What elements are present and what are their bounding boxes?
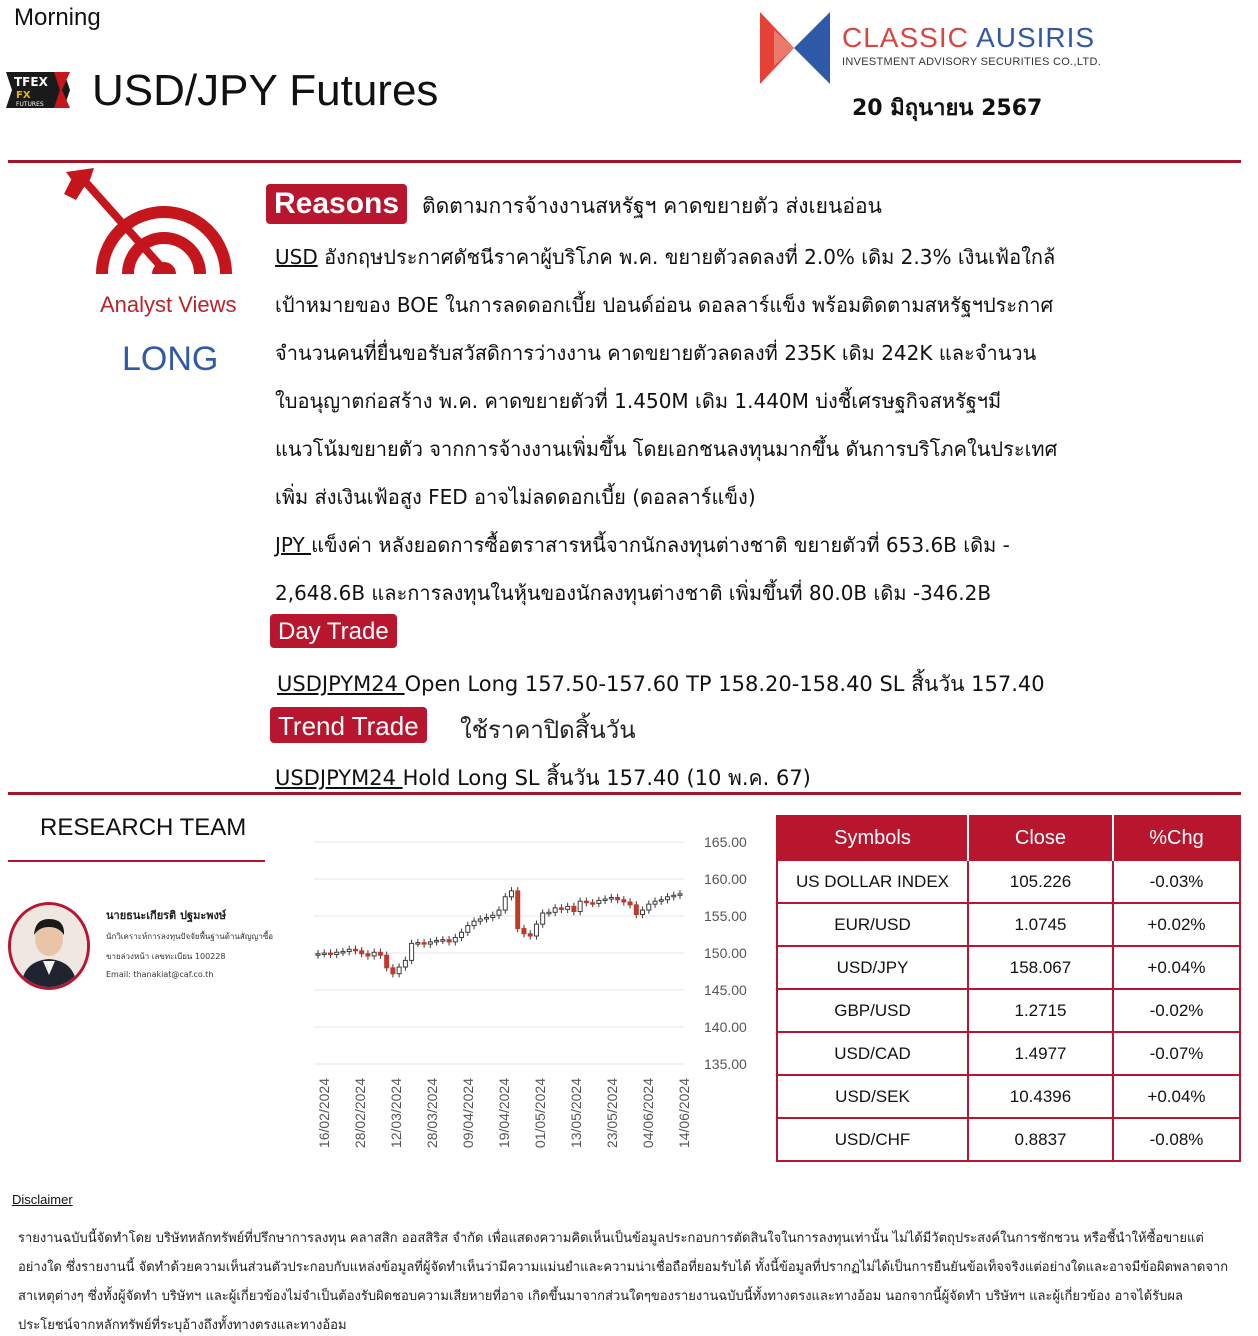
candle-body bbox=[641, 910, 645, 914]
change-cell: +0.04% bbox=[1113, 1075, 1240, 1118]
analyst-role: นักวิเคราะห์การลงทุนปัจจัยพื้นฐานด้านสัญญาซื้อ bbox=[106, 932, 274, 941]
jpy-line: 2,648.6B และการลงทุนในหุ้นของนักลงทุนต่างชาติ เพิ่มขึ้นที่ 80.0B เดิม -346.2B bbox=[275, 581, 992, 605]
divider bbox=[8, 160, 1241, 163]
x-tick-label: 01/05/2024 bbox=[532, 1078, 548, 1149]
x-tick-label: 28/02/2024 bbox=[352, 1078, 368, 1149]
candle-body bbox=[353, 949, 357, 951]
candle-body bbox=[653, 901, 657, 904]
svg-text:FX: FX bbox=[16, 90, 31, 101]
candle-body bbox=[622, 900, 626, 902]
candle-body bbox=[453, 937, 457, 941]
page-title: USD/JPY Futures bbox=[92, 66, 439, 115]
candle-body bbox=[485, 917, 489, 919]
usd-line: เพิ่ม ส่งเงินเฟ้อสูง FED อาจไม่ลดดอกเบี้ย (ดอลลาร์แข็ง) bbox=[275, 485, 756, 509]
candle-body bbox=[672, 895, 676, 897]
candle-body bbox=[497, 910, 501, 915]
disclaimer-title: Disclaimer bbox=[12, 1192, 73, 1207]
candle-body bbox=[566, 906, 570, 909]
candle-body bbox=[316, 954, 320, 956]
divider bbox=[8, 860, 265, 862]
candle-body bbox=[447, 940, 451, 942]
candle-body bbox=[516, 891, 520, 929]
candle-body bbox=[366, 954, 370, 956]
candle-body bbox=[666, 897, 670, 900]
y-tick-label: 160.00 bbox=[704, 871, 747, 887]
x-tick-label: 09/04/2024 bbox=[460, 1078, 476, 1149]
day-trade-line: USDJPYM24 Open Long 157.50-157.60 TP 158.20-158.40 SL สิ้นวัน 157.40 bbox=[277, 672, 1045, 696]
candle-body bbox=[528, 934, 532, 936]
symbol-cell: GBP/USD bbox=[777, 989, 968, 1032]
day-trade-tag: Day Trade bbox=[270, 614, 397, 648]
candle-body bbox=[647, 904, 651, 910]
candle-body bbox=[472, 921, 476, 925]
candle-body bbox=[578, 901, 582, 911]
candle-body bbox=[410, 943, 414, 960]
analyst-views-label: Analyst Views bbox=[100, 292, 237, 317]
research-team-title: RESEARCH TEAM bbox=[40, 814, 247, 841]
close-cell: 1.4977 bbox=[968, 1032, 1113, 1075]
symbol-cell: USD/JPY bbox=[777, 946, 968, 989]
jpy-line: JPY แข็งค่า หลังยอดการซื้อตราสารหนี้จากนักลงทุนต่างชาติ ขยายตัวที่ 653.6B เดิม - bbox=[275, 533, 1010, 557]
x-tick-label: 13/05/2024 bbox=[568, 1078, 584, 1149]
usd-line: USD อังกฤษประกาศดัชนีราคาผู้บริโภค พ.ค. ขยายตัวลดลงที่ 2.0% เดิม 2.3% เงินเฟ้อใกล้ bbox=[275, 245, 1056, 269]
disclaimer-text: รายงานฉบับนี้จัดทำโดย บริษัทหลักทรัพย์ที่ปรึกษาการลงทุน คลาสสิก ออสสิริส จำกัด เพื่อแสดงความคิดเห็นเป็นข้อมูลประกอบการตัดสินใจในการลงทุนเท่านั้น ไม่ได้มีวัตถุประสงค์ในการชักชวน หรือชี้นำให้ซื้อขายแต่อย่างใด ซึ่งรายงานนี้ จัดทำด้วยความเห็นส่วนตัวประกอบกับแหล่งข้อมูลที่ผู้จัดทำเห็นว่ามีความแม่นยำและความน่าเชื่อถือที่ยอมรับได้ ทั้งนี้ข้อมูลที่ปรากฏไม่ได้เป็นการยืนยันข้อเท็จจริงแต่อย่างใดและอาจมีข้อผิดพลาดจากสาเหตุต่างๆ ซึ่งทั้งผู้จัดทำ บริษัทฯ และผู้เกี่ยวข้องไม่จำเป็นต้องรับผิดชอบความเสียหายที่อาจ เกิดขึ้นมาจากส่วนใดๆของรายงานฉบับนี้ทั้งทางตรงและทางอ้อม นอกจากนี้ผู้จัดทำ บริษัทฯ และผู้เกี่ยวข้อง อาจได้รับผลประโยชน์จากหลักทรัพย์ที่ระบุอ้างถึงทั้งทางตรงและทางอ้อม bbox=[18, 1231, 1229, 1333]
y-tick-label: 165.00 bbox=[704, 834, 747, 850]
symbol-cell: US DOLLAR INDEX bbox=[777, 860, 968, 903]
trend-trade-symbol: USDJPYM24 bbox=[275, 766, 403, 790]
reasons-headline: ติดตามการจ้างงานสหรัฐฯ คาดขยายตัว ส่งเยนอ่อน bbox=[422, 194, 882, 218]
candle-body bbox=[634, 905, 638, 915]
symbol-cell: USD/CHF bbox=[777, 1118, 968, 1161]
analyst-name: นายธนะเกียรติ ปฐมะพงษ์ bbox=[106, 909, 227, 922]
reasons-tag: Reasons bbox=[266, 184, 407, 224]
close-cell: 1.2715 bbox=[968, 989, 1113, 1032]
close-cell: 0.8837 bbox=[968, 1118, 1113, 1161]
column-header: Close bbox=[968, 816, 1113, 860]
x-tick-label: 16/02/2024 bbox=[316, 1078, 332, 1149]
x-tick-label: 23/05/2024 bbox=[604, 1078, 620, 1149]
usd-line: เป้าหมายของ BOE ในการลดดอกเบี้ย ปอนด์อ่อน ดอลลาร์แข็ง พร้อมติดตามสหรัฐฯประกาศ bbox=[275, 293, 1054, 317]
x-tick-label: 04/06/2024 bbox=[640, 1078, 656, 1149]
candle-body bbox=[403, 960, 407, 967]
candle-body bbox=[385, 955, 389, 968]
trend-trade-tag: Trend Trade bbox=[270, 707, 427, 743]
change-cell: -0.03% bbox=[1113, 860, 1240, 903]
table-row bbox=[777, 1075, 1240, 1118]
svg-text:FUTURES: FUTURES bbox=[16, 101, 44, 108]
analyst-avatar bbox=[8, 902, 90, 990]
trend-trade-note: ใช้ราคาปิดสิ้นวัน bbox=[460, 716, 636, 744]
session-label: Morning bbox=[14, 4, 101, 31]
day-trade-symbol: USDJPYM24 bbox=[277, 672, 405, 696]
candle-body bbox=[584, 901, 588, 903]
candle-body bbox=[422, 943, 426, 945]
table-row bbox=[777, 1032, 1240, 1075]
column-header: Symbols bbox=[777, 816, 968, 860]
close-cell: 10.4396 bbox=[968, 1075, 1113, 1118]
candle-body bbox=[547, 912, 551, 914]
close-cell: 105.226 bbox=[968, 860, 1113, 903]
candle-body bbox=[341, 952, 345, 954]
table-row bbox=[777, 989, 1240, 1032]
change-cell: -0.08% bbox=[1113, 1118, 1240, 1161]
candle-body bbox=[603, 899, 607, 901]
jpy-label: JPY bbox=[275, 533, 312, 557]
candle-body bbox=[559, 908, 563, 910]
candle-body bbox=[478, 919, 482, 921]
usdjpy-price-chart bbox=[300, 826, 760, 1170]
candle-body bbox=[509, 891, 513, 897]
close-cell: 158.067 bbox=[968, 946, 1113, 989]
usd-line: ใบอนุญาตก่อสร้าง พ.ค. คาดขยายตัวที่ 1.450M เดิม 1.440M บ่งชี้เศรษฐกิจสหรัฐฯมี bbox=[275, 389, 1002, 413]
y-tick-label: 155.00 bbox=[704, 908, 747, 924]
candle-body bbox=[591, 903, 595, 905]
symbol-cell: USD/CAD bbox=[777, 1032, 968, 1075]
x-tick-label: 19/04/2024 bbox=[496, 1078, 512, 1149]
x-tick-label: 28/03/2024 bbox=[424, 1078, 440, 1149]
candle-body bbox=[360, 951, 364, 954]
column-header: %Chg bbox=[1113, 816, 1240, 860]
candle-body bbox=[678, 894, 682, 896]
candle-body bbox=[416, 943, 420, 945]
candle-body bbox=[491, 915, 495, 917]
candle-body bbox=[522, 929, 526, 934]
candle-body bbox=[503, 897, 507, 910]
tfex-logo bbox=[6, 68, 70, 112]
trend-trade-line: USDJPYM24 Hold Long SL สิ้นวัน 157.40 (10 พ.ค. 67) bbox=[275, 766, 811, 790]
usd-line: จำนวนคนที่ยื่นขอรับสวัสดิการว่างงาน คาดขยายตัวลดลงที่ 235K เดิม 242K และจำนวน bbox=[275, 341, 1037, 365]
table-row bbox=[777, 946, 1240, 989]
report-date: 20 มิถุนายน 2567 bbox=[852, 96, 1043, 121]
candle-body bbox=[460, 932, 464, 937]
y-tick-label: 135.00 bbox=[704, 1056, 747, 1072]
close-cell: 1.0745 bbox=[968, 903, 1113, 946]
candle-body bbox=[628, 902, 632, 905]
usd-line: แนวโน้มขยายตัว จากการจ้างงานเพิ่มขึ้น โดยเอกชนลงทุนมากขึ้น ดันการบริโภคในประเทศ bbox=[275, 437, 1058, 461]
candle-body bbox=[609, 898, 613, 900]
position-label: LONG bbox=[122, 340, 219, 378]
brand-name: CLASSIC AUSIRIS bbox=[842, 22, 1096, 53]
change-cell: +0.04% bbox=[1113, 946, 1240, 989]
table-row bbox=[777, 903, 1240, 946]
candle-body bbox=[372, 952, 376, 956]
candle-body bbox=[541, 913, 545, 924]
target-dart-icon bbox=[62, 166, 258, 286]
candle-body bbox=[441, 940, 445, 942]
analyst-email: Email: thanakiat@caf.co.th bbox=[106, 970, 214, 979]
candle-body bbox=[597, 900, 601, 903]
table-row bbox=[777, 860, 1240, 903]
classic-ausiris-logo-icon bbox=[760, 12, 830, 84]
symbol-cell: EUR/USD bbox=[777, 903, 968, 946]
symbol-cell: USD/SEK bbox=[777, 1075, 968, 1118]
y-tick-label: 140.00 bbox=[704, 1019, 747, 1035]
divider bbox=[8, 792, 1241, 795]
y-tick-label: 145.00 bbox=[704, 982, 747, 998]
change-cell: +0.02% bbox=[1113, 903, 1240, 946]
candle-body bbox=[616, 898, 620, 900]
x-tick-label: 14/06/2024 bbox=[676, 1078, 692, 1149]
candle-body bbox=[347, 949, 351, 951]
table-row bbox=[777, 1118, 1240, 1161]
candle-body bbox=[428, 942, 432, 944]
table-header-row bbox=[777, 816, 1240, 860]
y-tick-label: 150.00 bbox=[704, 945, 747, 961]
change-cell: -0.07% bbox=[1113, 1032, 1240, 1075]
candle-body bbox=[397, 967, 401, 974]
analyst-license: ขายล่วงหน้า เลขทะเบียน 100228 bbox=[106, 952, 226, 961]
x-tick-label: 12/03/2024 bbox=[388, 1078, 404, 1149]
candle-body bbox=[659, 900, 663, 902]
candle-body bbox=[391, 968, 395, 974]
candle-body bbox=[553, 908, 557, 912]
svg-text:TFEX: TFEX bbox=[14, 75, 48, 89]
candle-body bbox=[322, 953, 326, 955]
brand-subtitle: INVESTMENT ADVISORY SECURITIES CO.,LTD. bbox=[842, 56, 1102, 68]
candle-body bbox=[572, 906, 576, 911]
candle-body bbox=[378, 952, 382, 955]
candle-body bbox=[466, 926, 470, 933]
candle-body bbox=[328, 953, 332, 955]
change-cell: -0.02% bbox=[1113, 989, 1240, 1032]
candle-body bbox=[435, 940, 439, 942]
quote-table bbox=[776, 815, 1241, 1162]
candle-body bbox=[534, 924, 538, 936]
candle-body bbox=[335, 952, 339, 954]
usd-label: USD bbox=[275, 245, 318, 269]
